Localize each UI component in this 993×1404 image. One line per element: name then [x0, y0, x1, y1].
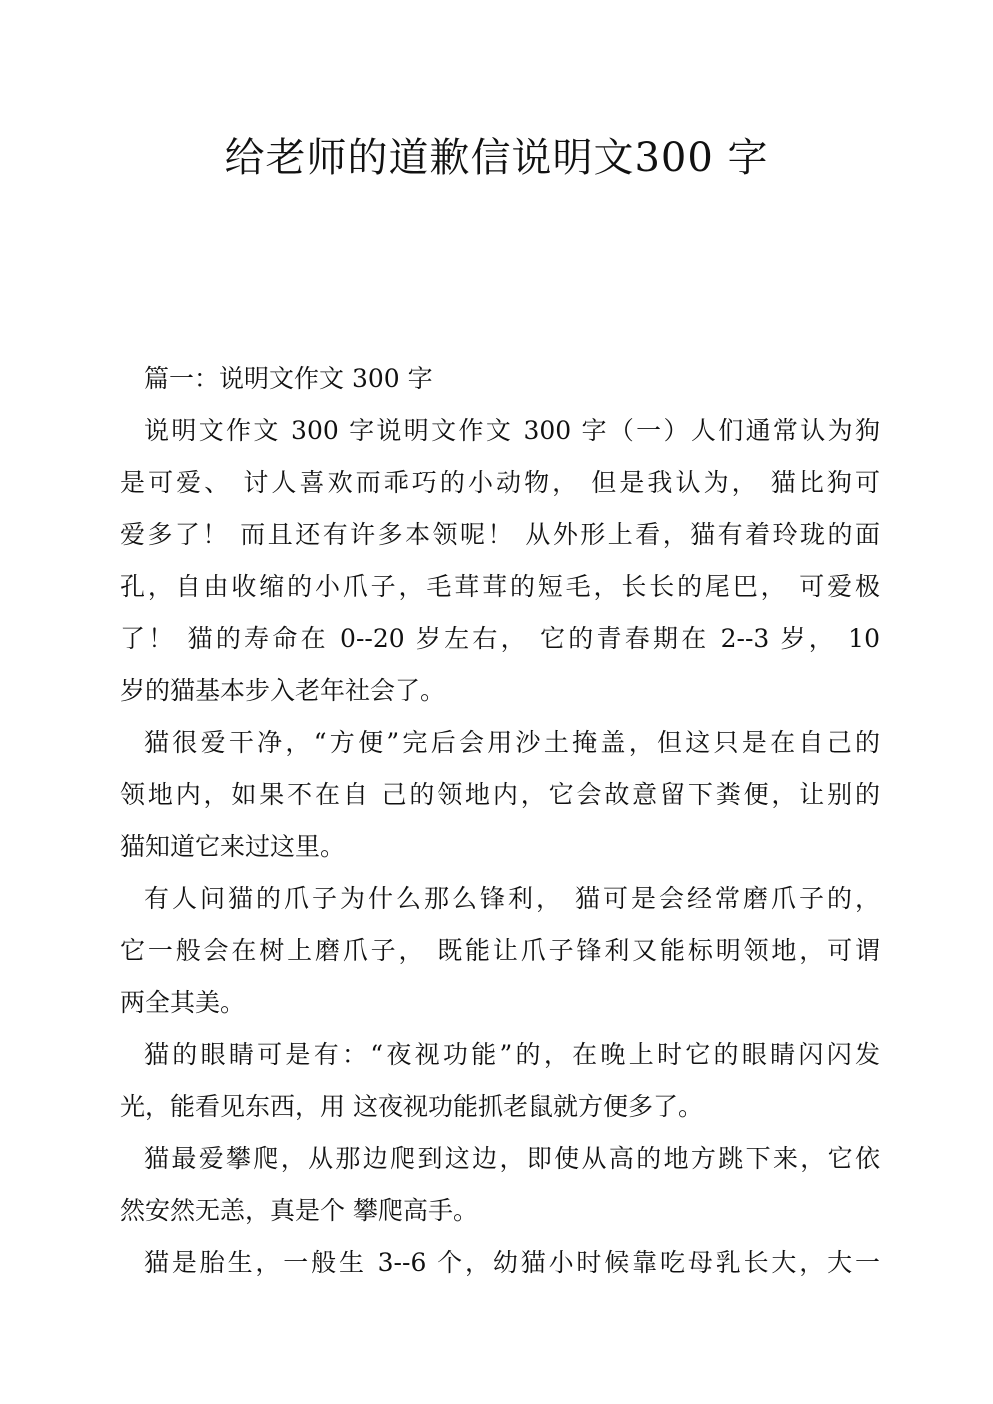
- paragraph-line: 是可爱、 讨人喜欢而乖巧的小动物， 但是我认为， 猫比狗可: [120, 468, 880, 497]
- paragraph-line: 猫的眼睛可是有：“夜视功能”的，在晚上时它的眼睛闪闪发: [144, 1040, 880, 1069]
- paragraph-line: 猫是胎生，一般生 3--6 个，幼猫小时候靠吃母乳长大，大一: [144, 1248, 880, 1277]
- paragraph-line: 有人问猫的爪子为什么那么锋利， 猫可是会经常磨爪子的，: [144, 884, 880, 913]
- paragraph-line: 两全其美。: [120, 988, 246, 1017]
- paragraph-line: 说明文作文 300 字说明文作文 300 字（一）人们通常认为狗: [144, 416, 880, 445]
- document-title: 给老师的道歉信说明文300 字: [224, 135, 769, 181]
- section-heading: 篇一：说明文作文 300 字: [144, 364, 433, 393]
- paragraph-line: 猫知道它来过这里。: [120, 832, 346, 861]
- paragraph-line: 然安然无恙，真是个 攀爬高手。: [120, 1196, 478, 1225]
- paragraph-line: 光，能看见东西，用 这夜视功能抓老鼠就方便多了。: [120, 1092, 703, 1121]
- paragraph-line: 爱多了！ 而且还有许多本领呢！ 从外形上看，猫有着玲珑的面: [120, 520, 880, 549]
- paragraph-line: 它一般会在树上磨爪子， 既能让爪子锋利又能标明领地，可谓: [120, 936, 880, 965]
- paragraph-line: 猫很爱干净，“方便”完后会用沙土掩盖，但这只是在自己的: [144, 728, 880, 757]
- paragraph-line: 领地内，如果不在自 己的领地内，它会故意留下粪便，让别的: [120, 780, 880, 809]
- paragraph-line: 岁的猫基本步入老年社会了。: [120, 676, 446, 705]
- paragraph-line: 猫最爱攀爬，从那边爬到这边，即使从高的地方跳下来，它依: [144, 1144, 880, 1173]
- paragraph-line: 孔，自由收缩的小爪子，毛茸茸的短毛，长长的尾巴， 可爱极: [120, 572, 880, 601]
- paragraph-line: 了！ 猫的寿命在 0--20 岁左右， 它的青春期在 2--3 岁， 10: [120, 624, 880, 653]
